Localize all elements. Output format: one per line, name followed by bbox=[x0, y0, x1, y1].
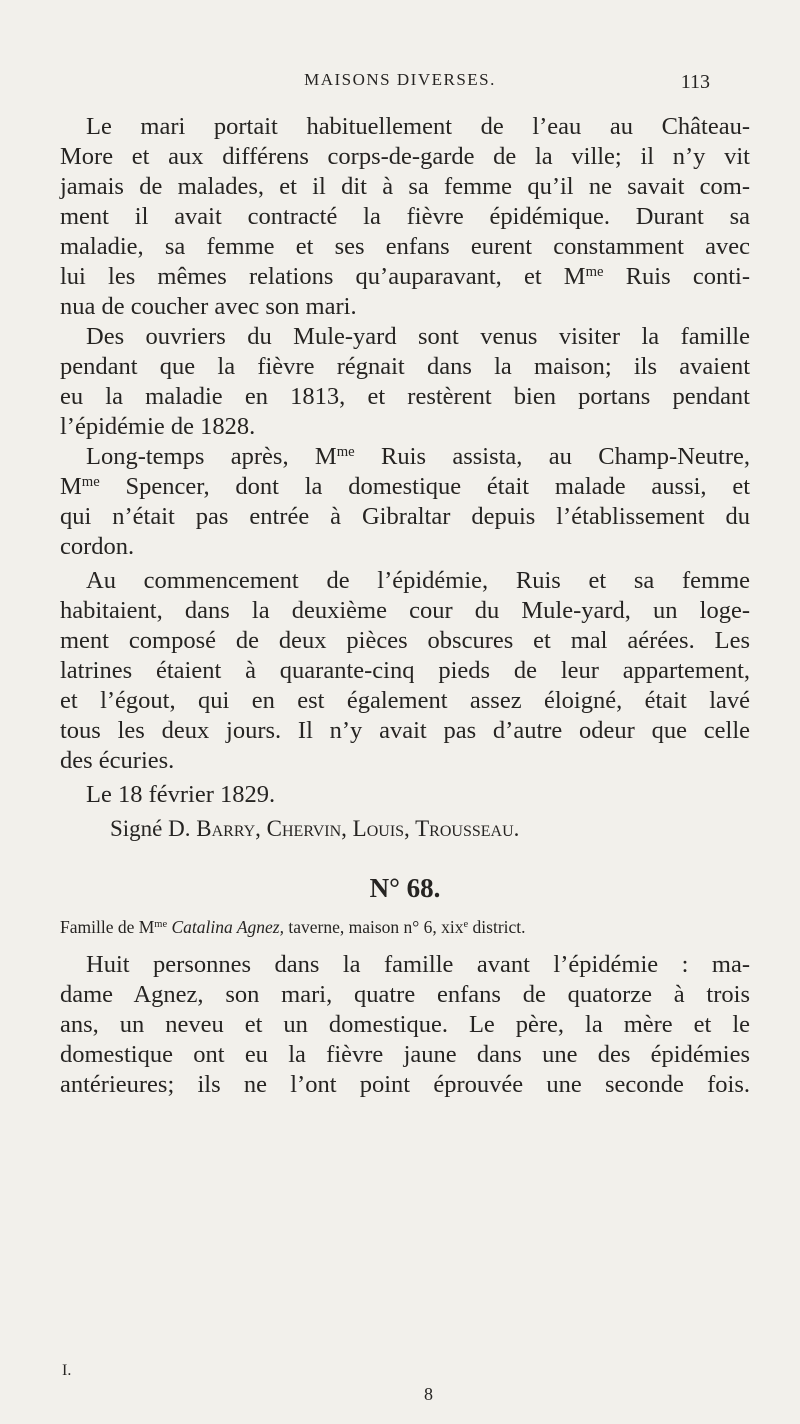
text-line: antérieures; ils ne l’ont point éprouvée une seconde fois. bbox=[60, 1071, 750, 1098]
paragraph bbox=[60, 566, 750, 776]
paragraph bbox=[60, 442, 750, 562]
signature-names: Barry, Chervin, Louis, Trousseau. bbox=[196, 816, 520, 841]
text-line: Huit personnes dans la famille avant l’épidémie : ma- bbox=[86, 951, 750, 978]
text-line: Au commencement de l’épidémie, Ruis et sa femme bbox=[86, 567, 750, 594]
text-line: et l’égout, qui en est également assez éloigné, était lavé bbox=[60, 687, 750, 714]
text-line: ment composé de deux pièces obscures et mal aérées. Les bbox=[60, 627, 750, 654]
signature-mark: I. bbox=[62, 1362, 72, 1379]
text-line: jamais de malades, et il dit à sa femme qu’il ne savait com- bbox=[60, 173, 750, 200]
text-line: domestique ont eu la fièvre jaune dans une des épidémies bbox=[60, 1041, 750, 1068]
superscript: me bbox=[154, 919, 168, 931]
superscript: me bbox=[336, 443, 355, 460]
section-number: N° 68. bbox=[369, 873, 441, 903]
text-line: habitaient, dans la deuxième cour du Mule-yard, un loge- bbox=[60, 597, 750, 624]
paragraph bbox=[60, 950, 750, 1100]
text-line: ans, un neveu et un domestique. Le père, la mère et le bbox=[60, 1011, 750, 1038]
text-line: maladie, sa femme et ses enfans eurent constamment avec bbox=[60, 233, 750, 260]
text-line: pendant que la fièvre régnait dans la maison; ils avaient bbox=[60, 353, 750, 380]
line-segment: M bbox=[60, 473, 82, 500]
text-line: dame Agnez, son mari, quatre enfans de quatorze à trois bbox=[60, 981, 750, 1008]
running-head bbox=[0, 70, 800, 96]
paragraph bbox=[60, 322, 750, 442]
date-line: Le 18 février 1829. bbox=[86, 781, 276, 808]
text-line: ment il avait contracté la fièvre épidémique. Durant sa bbox=[60, 203, 750, 230]
caption-name: Catalina Agnez, bbox=[171, 917, 284, 937]
text-line: Le mari portait habituellement de l’eau au Château- bbox=[86, 113, 750, 140]
text-line: More et aux différens corps-de-garde de la ville; il n’y vit bbox=[60, 143, 750, 170]
paragraph bbox=[60, 112, 750, 322]
text-line bbox=[60, 472, 750, 502]
line-segment: Ruis conti- bbox=[603, 263, 750, 290]
line-segment: lui les mêmes relations qu’auparavant, et M bbox=[60, 263, 586, 290]
page-number: 113 bbox=[680, 71, 710, 93]
text-line: eu la maladie en 1813, et restèrent bien portans pendant bbox=[60, 383, 750, 410]
text-line: des écuries. bbox=[60, 747, 175, 774]
text-line: Des ouvriers du Mule-yard sont venus visiter la famille bbox=[86, 323, 750, 350]
section-caption bbox=[60, 912, 750, 942]
caption-segment: taverne, maison n° 6, xix bbox=[283, 917, 464, 937]
text-line: tous les deux jours. Il n’y avait pas d’autre odeur que celle bbox=[60, 717, 750, 744]
caption-segment: Famille de M bbox=[60, 917, 155, 937]
signature-prefix: Signé D. bbox=[110, 816, 191, 841]
text-line: l’épidémie de 1828. bbox=[60, 413, 256, 440]
line-segment: Long-temps après, M bbox=[86, 443, 337, 470]
page-body bbox=[60, 112, 750, 1100]
superscript: me bbox=[585, 263, 604, 280]
text-line bbox=[60, 262, 750, 292]
line-segment: Spencer, dont la domestique était malade aussi, et bbox=[125, 473, 750, 500]
text-line: nua de coucher avec son mari. bbox=[60, 293, 357, 320]
text-line: cordon. bbox=[60, 533, 135, 560]
superscript: me bbox=[81, 473, 100, 490]
signature-line bbox=[60, 814, 750, 844]
running-title: MAISONS DIVERSES. bbox=[304, 70, 496, 89]
caption-segment: district. bbox=[468, 917, 526, 937]
text-line: qui n’était pas entrée à Gibraltar depuis l’établissement du bbox=[60, 503, 750, 530]
superscript: e bbox=[463, 919, 469, 931]
line-segment: Ruis assista, au Champ-Neutre, bbox=[354, 443, 750, 470]
text-line bbox=[60, 442, 750, 472]
text-line: latrines étaient à quarante-cinq pieds de leur appartement, bbox=[60, 657, 750, 684]
sheet-number: 8 bbox=[424, 1384, 433, 1404]
